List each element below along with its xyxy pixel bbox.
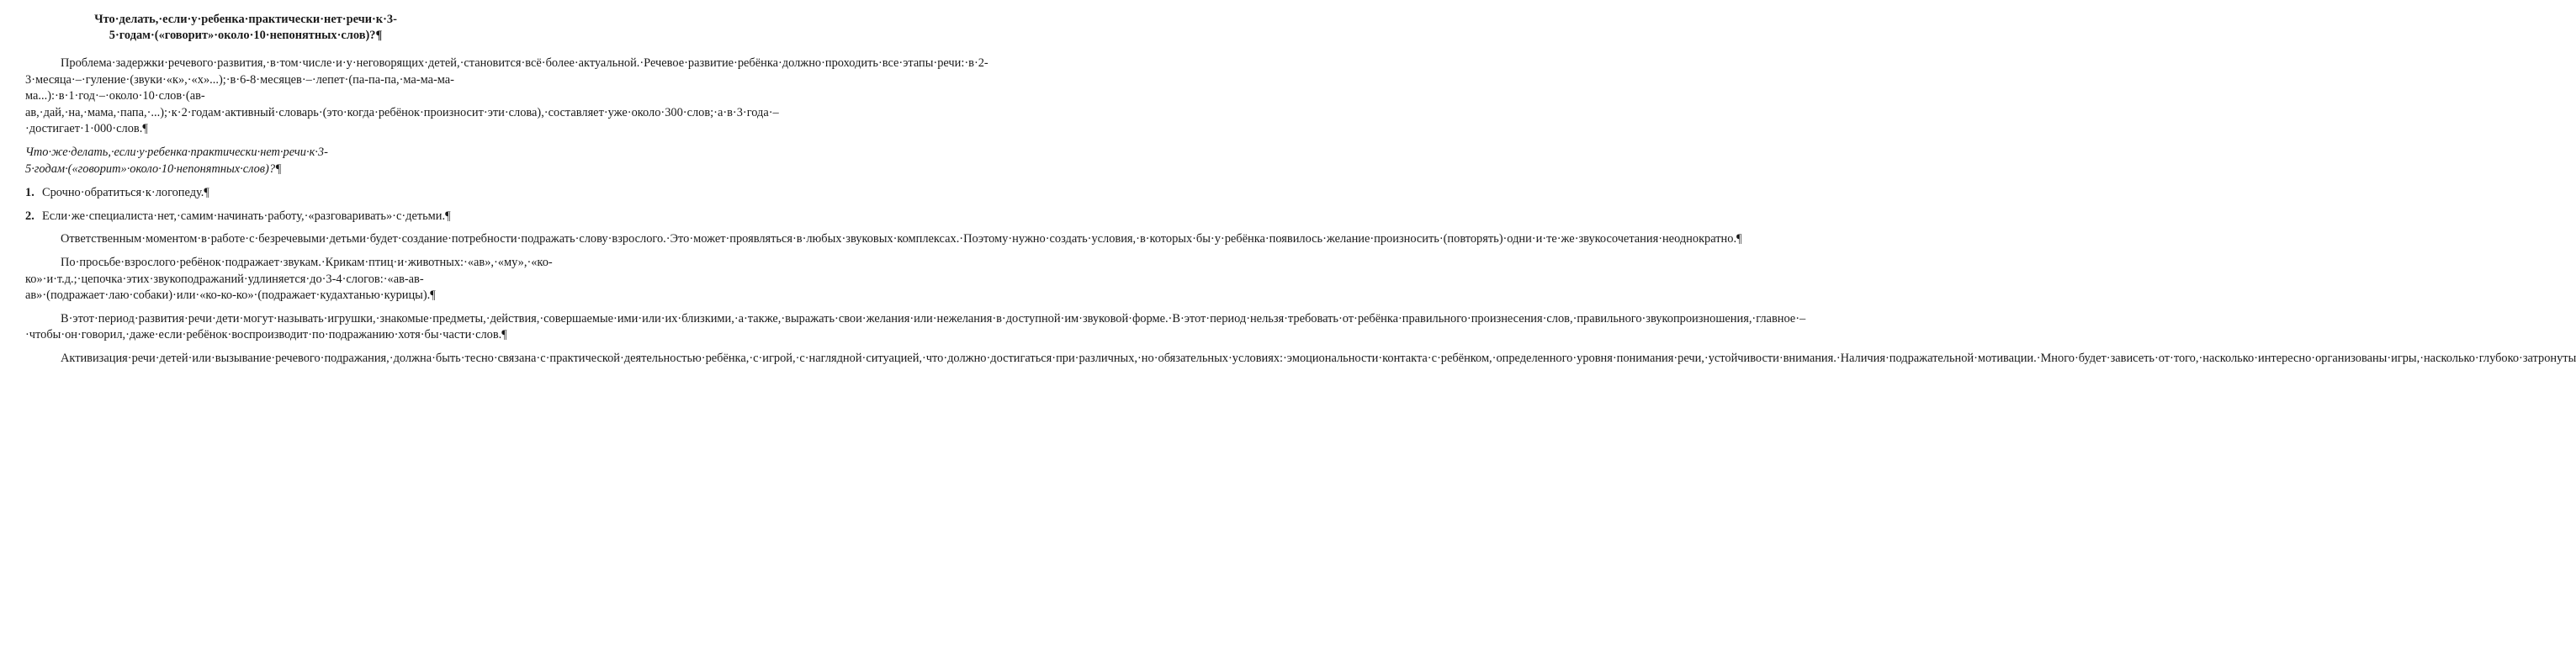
body-paragraph: Ответственным·моментом·в·работе·с·безречевыми·детьми·будет·создание·потребности·подражать·слову·взрослого.·Это·может·проявляться·в·любых·звуковых·комплексах.·Поэтому·нужно·создать·условия,·в·которых·бы·у·ребёнка·появилось·желание·произносить·(повторять)·одни·и·те·же·звукосочетания·неоднократно.¶ — [61, 232, 1742, 246]
list-item — [25, 185, 466, 202]
list-text: Если·же·специалиста·нет,·самим·начинать·работу,·«разговаривать»·с·детьми.¶ — [42, 209, 451, 223]
body-paragraph: По·просьбе·взрослого·ребёнок·подражает·звукам.·Крикам·птиц·и·животных:·«ав»,·«му»,·«ко-ко»·и·т.д.;·цепочка·этих·звукоподражаний·удлиняется·до·3-4·слогов:·«ав-ав-ав»·(подражает·лаю·собаки)·или·«ко-ко-ко»·(подражает·кудахтанью·курицы).¶ — [25, 255, 553, 303]
list-number: 1. — [25, 186, 34, 200]
body-paragraph: В·этот·период·развития·речи·дети·могут·называть·игрушки,·знакомые·предметы,·действия,·совершаемые·ими·или·их·близкими,·а·также,·выражать·свои·желания·или·нежелания·в·доступной·им·звуковой·форме.·В·этот·период·нельзя·требовать·от·ребёнка·правильного·произнесения·слов,·правильного·звукопроизношения,·главное·–·чтобы·он·говорил,·даже·если·ребёнок·воспроизводит·по·подражанию·хотя·бы·части·слов.¶ — [25, 311, 1806, 342]
document-title: Что·делать,·если·у·ребенка·практически·нет·речи·к·3-5·годам·(«говорит»·около·10·непонятных·слов)?¶ — [94, 13, 397, 42]
body-paragraph: Активизация·речи·детей·или·вызывание·речевого·подражания,·должна·быть·тесно·связана·с·практической·деятельностью·ребёнка,·с·игрой,·с·наглядной·ситуацией,·что·должно·достигаться·при·различных,·но·обязательных·условиях:·эмоциональности·контакта·с·ребёнком,·определенного·уровня·понимания·речи,·устойчивости·внимания.·Наличия·подражательной·мотивации.·Много·будет·зависеть·от·того,·насколько·интересно·организованы·игры,·насколько·глубоко·затронуты — [61, 351, 2576, 365]
list-item — [25, 209, 466, 225]
list-text: Срочно·обратиться·к·логопеду.¶ — [42, 186, 209, 200]
question-paragraph: Что·же·делать,·если·у·ребенка·практически·нет·речи·к·3-5·годам·(«говорит»·около·10·непонятных·слов)?¶ — [25, 145, 328, 176]
list-number: 2. — [25, 209, 34, 223]
intro-paragraph: Проблема·задержки·речевого·развития,·в·том·числе·и·у·неговорящих·детей,·становится·всё·более·актуальной.·Речевое·развитие·ребёнка·должно·проходить·все·этапы·речи:·в·2-3·месяца·–·гуление·(звуки·«к»,·«х»...);·в·6-8·месяцев·–·лепет·(па-па-па,·ма-ма-ма-ма...):·в·1·год·–·около·10·слов·(ав-ав,·дай,·на,·мама,·папа,·...);·к·2·годам·активный·словарь·(это·когда·ребёнок·произносит·эти·слова),·составляет·уже·около·300·слов;·а·в·3·года·–·достигает·1·000·слов.¶ — [25, 56, 989, 136]
